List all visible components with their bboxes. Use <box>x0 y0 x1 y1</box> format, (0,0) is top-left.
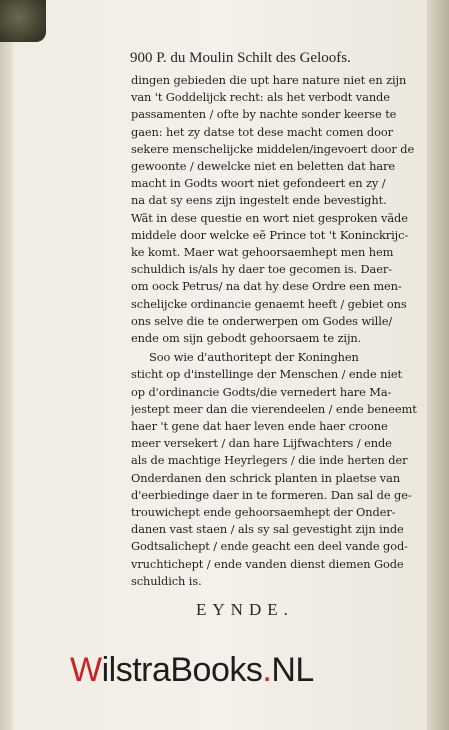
watermark-initial: W <box>70 651 102 689</box>
text-line: schuldich is. <box>131 573 202 588</box>
text-line: om oock Petrus/ na dat hy dese Ordre een men- <box>131 279 402 294</box>
text-line: ende om sijn gebodt gehoorsaem te zijn. <box>131 331 362 346</box>
watermark-tld: NL <box>271 651 314 689</box>
text-line: vruchtichept / ende vanden dienst diemen Gode <box>131 556 404 571</box>
book-clasp <box>0 0 46 42</box>
text-line: passamenten / ofte by nachte sonder keerse te <box>131 107 397 122</box>
scan-border-left <box>0 0 12 730</box>
text-line: Godtsalichept / ende geacht een deel vande god- <box>131 539 408 554</box>
text-line: ons selve die te onderwerpen om Godes wille/ <box>131 313 393 328</box>
text-line: na dat sy eens zijn ingestelt ende bevestight. <box>131 193 387 208</box>
text-line: middele door welcke eẽ Prince tot 't Koninckrijc- <box>131 227 409 242</box>
paragraph-1 <box>131 72 441 347</box>
body-text <box>131 72 441 590</box>
text-line: van 't Goddelijck recht: als het verbodt vande <box>131 90 390 105</box>
text-line: op d'ordinancie Godts/die vernedert hare Ma- <box>131 384 392 399</box>
text-line: Onderdanen den schrick planten in plaetse van <box>131 470 401 485</box>
text-line: Soo wie d'authoritept der Koninghen <box>149 350 359 365</box>
text-line: danen vast staen / als sy sal gevestight zijn inde <box>131 522 404 537</box>
text-line: jestept meer dan die vierendeelen / ende beneemt <box>131 401 417 416</box>
text-line: sticht op d'instellinge der Menschen / ende niet <box>131 367 403 382</box>
text-line: d'eerbiedinge daer in te formeren. Dan sal de ge- <box>131 487 412 502</box>
text-line: trouwichept ende gehoorsaemhept der Onder- <box>131 505 396 520</box>
text-line: schuldich is/als hy daer toe gecomen is. Daer- <box>131 262 392 277</box>
text-line: haer 't gene dat haer leven ende haer croone <box>131 419 388 434</box>
page-header: 900 P. du Moulin Schilt des Geloofs. <box>130 50 351 66</box>
text-line: schelijcke ordinancie genaemt heeft / gebiet ons <box>131 296 407 311</box>
text-line: gewoonte / dewelcke niet en beletten dat hare <box>131 159 396 174</box>
watermark-dot: . <box>262 651 272 689</box>
text-line: als de machtige Heyrlegers / die inde herten der <box>131 453 408 468</box>
watermark-middle: ilstraBooks <box>101 651 263 689</box>
text-line: meer versekert / dan hare Lijfwachters / ende <box>131 436 392 451</box>
paragraph-2 <box>131 349 441 590</box>
text-line: ke komt. Maer wat gehoorsaemhept men hem <box>131 245 394 260</box>
text-line: Wãt in dese questie en wort niet gesproken vãde <box>131 210 408 225</box>
watermark-logo <box>70 651 314 690</box>
text-line: macht in Godts woort niet gefondeert en zy / <box>131 176 386 191</box>
text-line: sekere menschelijcke middelen/ingevoert door de <box>131 141 415 156</box>
text-line: dingen gebieden die upt hare nature niet en zijn <box>131 73 407 87</box>
ending-text: EYNDE. <box>196 600 294 619</box>
text-line: gaen: het zy datse tot dese macht comen door <box>131 124 393 139</box>
